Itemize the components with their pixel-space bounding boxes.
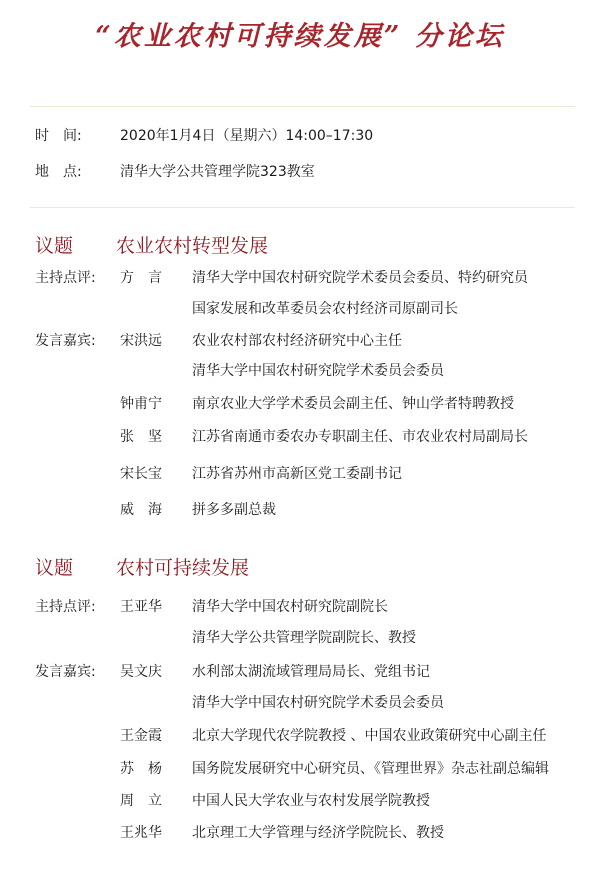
host-name: 王亚华 [120, 599, 162, 615]
speaker-name: 周 立 [120, 793, 162, 809]
speaker-name: 苏 杨 [120, 761, 162, 777]
speaker-title: 江苏省南通市委农办专职副主任、市农业农村局副局长 [192, 429, 528, 445]
speaker-title: 北京大学现代农学院教授 、中国农业政策研究中心副主任 [192, 728, 547, 744]
place-value: 清华大学公共管理学院323教室 [120, 164, 315, 180]
speaker-name: 王金霞 [120, 728, 162, 744]
time-label: 时 间: [35, 128, 82, 144]
speaker-name: 威 海 [120, 502, 162, 518]
topic-label: 议题 [35, 235, 74, 257]
speakers-label: 发言嘉宾: [35, 664, 96, 680]
speaker-title: 水利部太湖流域管理局局长、党组书记 [192, 664, 430, 680]
place-label: 地 点: [35, 164, 82, 180]
speaker-title: 江苏省苏州市高新区党工委副书记 [192, 466, 402, 482]
host-title: 清华大学中国农村研究院学术委员会委员、特约研究员 [192, 270, 528, 286]
divider [30, 106, 575, 107]
host-title: 清华大学公共管理学院副院长、教授 [192, 630, 416, 646]
speaker-name: 宋长宝 [120, 466, 162, 482]
speaker-name: 王兆华 [120, 825, 162, 841]
host-label: 主持点评: [35, 599, 96, 615]
speaker-title: 国务院发展研究中心研究员、《管理世界》杂志社副总编辑 [192, 761, 549, 777]
topic-title: 农村可持续发展 [116, 557, 250, 579]
host-label: 主持点评: [35, 270, 96, 286]
host-name: 方 言 [120, 270, 162, 286]
speaker-name: 张 坚 [120, 429, 162, 445]
host-title: 国家发展和改革委员会农村经济司原副司长 [192, 301, 458, 317]
speaker-title: 南京农业大学学术委员会副主任、钟山学者特聘教授 [192, 396, 514, 412]
host-title: 清华大学中国农村研究院副院长 [192, 599, 388, 615]
topic-label: 议题 [35, 557, 74, 579]
speaker-title: 清华大学中国农村研究院学术委员会委员 [192, 695, 444, 711]
speaker-title: 中国人民大学农业与农村发展学院教授 [192, 793, 430, 809]
divider [30, 207, 575, 208]
speaker-title: 拼多多副总裁 [192, 502, 276, 518]
speaker-name: 吴文庆 [120, 664, 162, 680]
speaker-name: 宋洪远 [120, 333, 162, 349]
speakers-label: 发言嘉宾: [35, 333, 96, 349]
page-title: “农业农村可持续发展” 分论坛 [95, 21, 505, 52]
time-value: 2020年1月4日（星期六）14:00–17:30 [120, 128, 374, 144]
speaker-name: 钟甫宁 [120, 396, 162, 412]
speaker-title: 清华大学中国农村研究院学术委员会委员 [192, 363, 444, 379]
speaker-title: 北京理工大学管理与经济学院院长、教授 [192, 825, 444, 841]
topic-title: 农业农村转型发展 [116, 235, 269, 257]
speaker-title: 农业农村部农村经济研究中心主任 [192, 333, 402, 349]
